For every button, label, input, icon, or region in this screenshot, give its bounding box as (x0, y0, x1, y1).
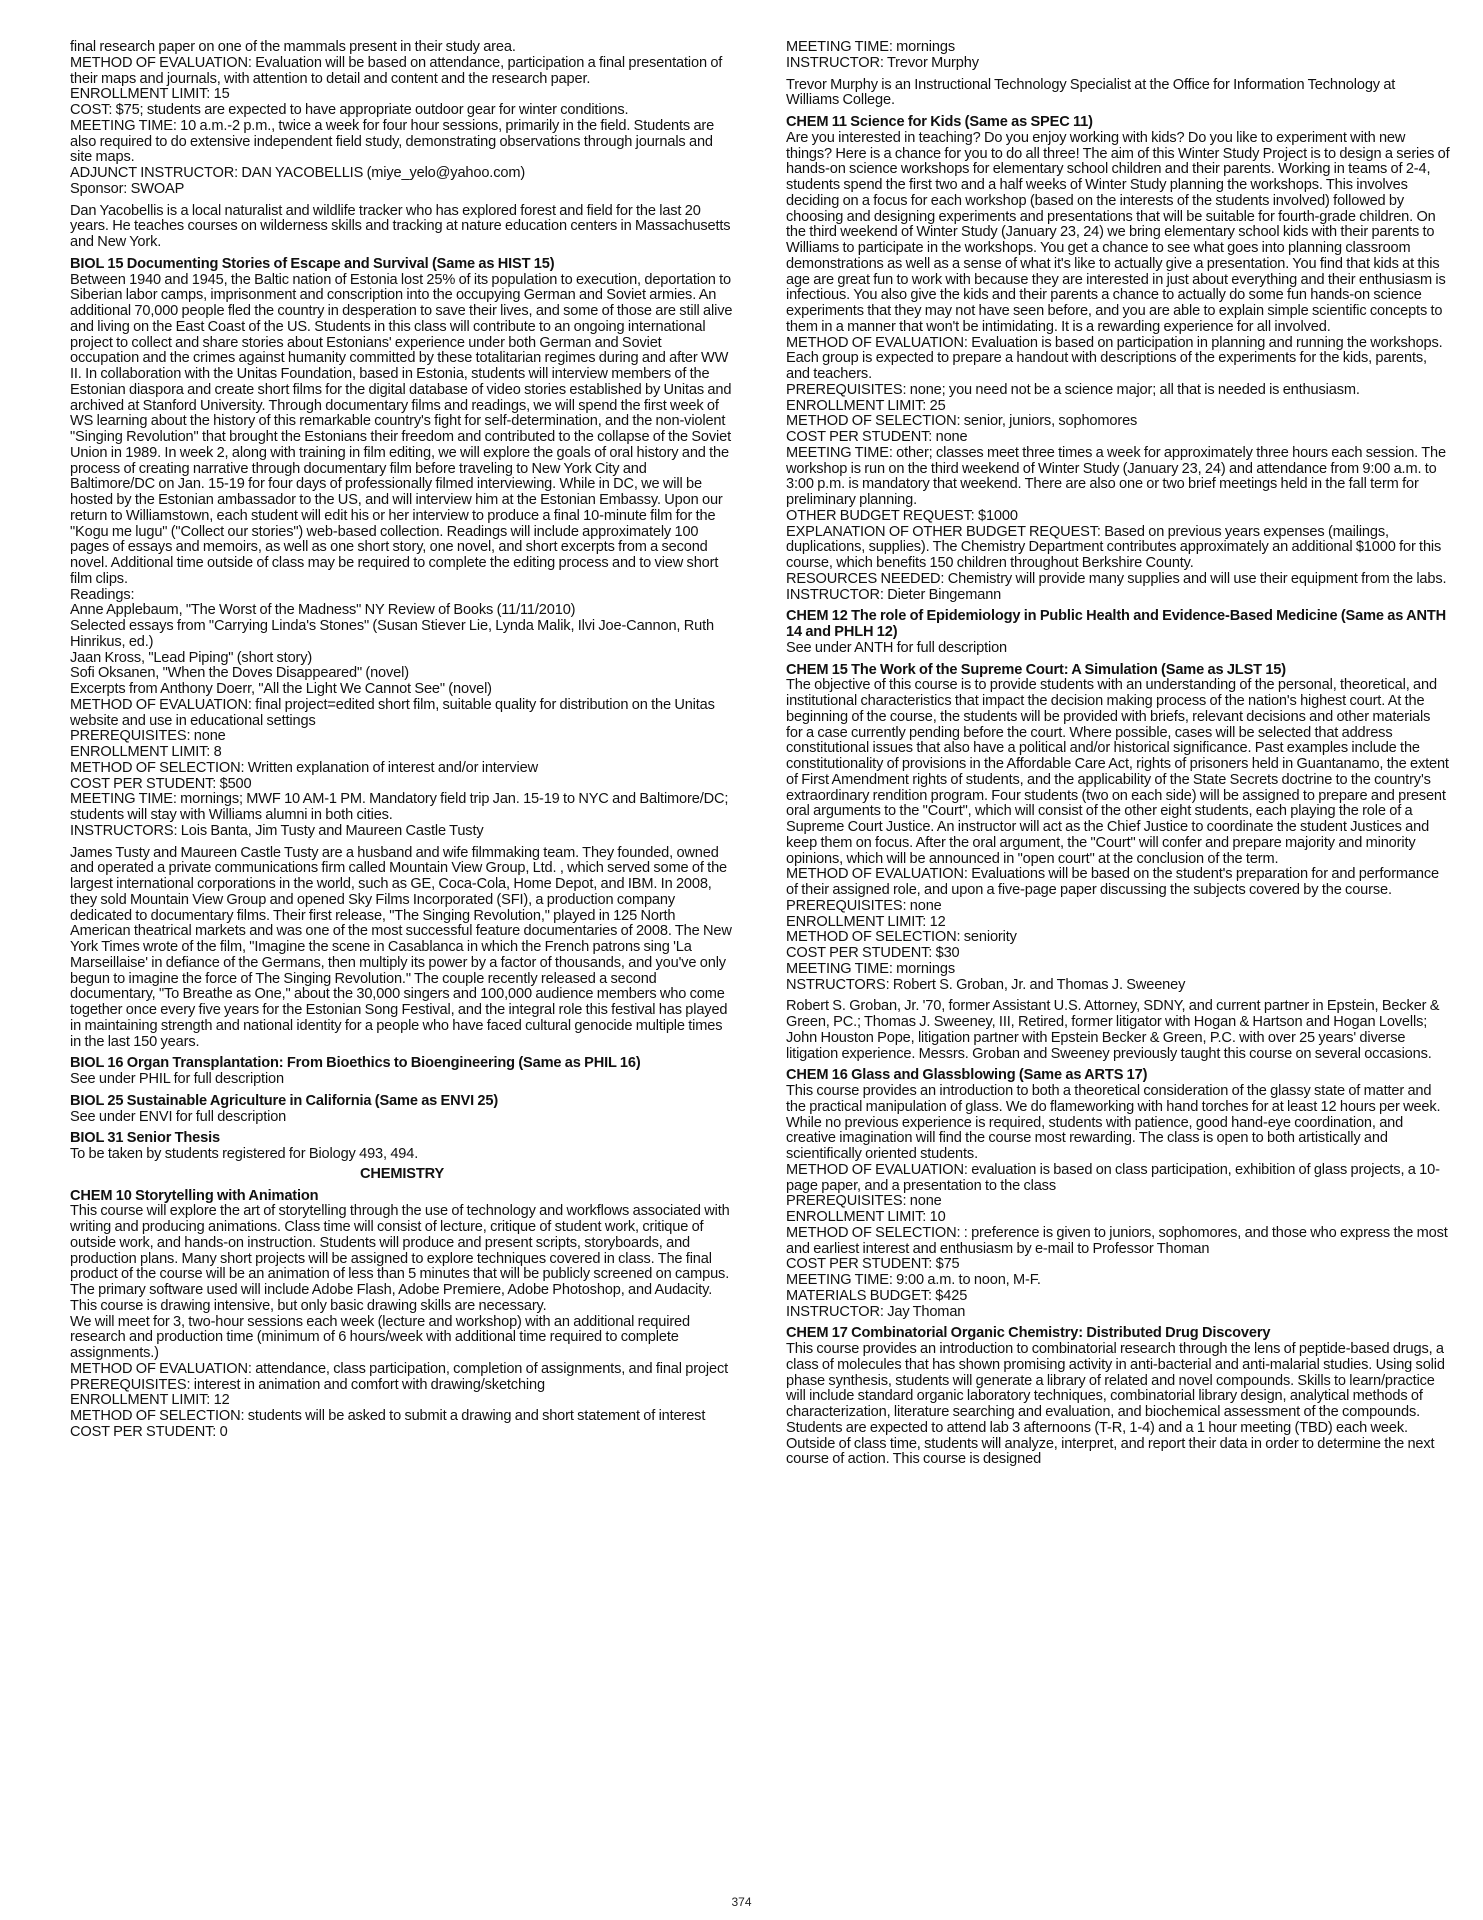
text-line: PREREQUISITES: none (786, 1193, 942, 1210)
text-line: METHOD OF SELECTION: Written explanation of interest and/or interview (70, 759, 538, 776)
text-line: Between 1940 and 1945, the Baltic nation of Estonia lost 25% of its population to execution, deportation to Siberian labor camps, imprisonment and conscription into the occupying German and Soviet armies. An additional 70,000 people fled the country in desperation to save their lives, and some of those are still alive and living on the East Coast of the US. Students in this class will contribute to an ongoing international project to collect and share stories about Estonians' experience under both German and Soviet occupation and the crimes against humanity committed by these totalitarian regimes during and after WW II. In collaboration with the Unitas Foundation, based in Estonia, students will interview members of the Estonian diaspora and create short films for the digital database of video stories established by Unitas and archived at Stanford University. Through documentary films and readings, we will spend the first week of WS learning about the history of this remarkable country's fight for self-determination, and the non-violent "Singing Revolution" that brought the Estonians their freedom and contributed to the collapse of the Soviet Union in 1989. In week 2, along with training in film editing, we will explore the goals of oral history and the process of creating narrative through documentary film before traveling to New York City and Baltimore/DC on Jan. 15-19 for four days of professionally filmed interviewing. While in DC, we will be hosted by the Estonian ambassador to the US, and will interview him at the Estonian Embassy. Upon our return to Williamstown, each student will edit his or her interview to produce a final 10-minute film for the "Kogu me lugu" ("Collect our stories") web-based collection. Readings will include approximately 100 pages of essays and memoirs, as well as one short story, one novel, and short excerpts from a second novel. Additional time outside of class may be required to complete the editing process and to view short film clips. (70, 271, 733, 587)
page-number: 374 (731, 1895, 752, 1909)
bio-paragraph: James Tusty and Maureen Castle Tusty are a husband and wife filmmaking team. They founded, owned and operated a private communications firm called Mountain View Group, Ltd. , which served some of the largest international corporations in the world, such as GE, Coca-Cola, Home Depot, and IBM. In 2008, they sold Mountain View Group and opened Sky Films Incorporated (SFI), a production company dedicated to documentary films. Their first release, "The Singing Revolution," played in 125 North American theatrical markets and was one of the most successful feature documentaries of 2008. The New York Times wrote of the film, "Imagine the scene in Casablanca in which the French patrons sing 'La Marseillaise' in defiance of the Germans, then multiply its power by a factor of thousands, and you've only begun to imagine the force of The Singing Revolution." The couple recently released a second documentary, "To Breathe as One," about the 30,000 singers and 100,000 audience members who come together once every five years for the Estonian Song Festival, and the integral role this festival has played in maintaining strength and national identity for a people who have faced cultural genocide multiple times in the last 150 years. (70, 844, 732, 1050)
text-line: The primary software used will include Adobe Flash, Adobe Premiere, Adobe Photoshop, and Audacity. This course is drawing intensive, but only basic drawing skills are necessary. (70, 1282, 713, 1314)
text-line: METHOD OF EVALUATION: Evaluation will be based on attendance, participation a final presentation of their maps and journals, with attention to detail and content and the research paper. (70, 54, 723, 87)
text-line: This course will explore the art of storytelling through the use of technology and workflows associated with writing and producing animations. Class time will consist of lecture, critique of student work, critique of outside work, and hands-on instruction. Students will produce and present scripts, storyboards, and production plans. Many short projects will be assigned to explore techniques covered in class. The final product of the course will be an animation of less than 5 minutes that will be publicly screened on campus. (70, 1203, 730, 1283)
bio-paragraph: Robert S. Groban, Jr. '70, former Assistant U.S. Attorney, SDNY, and current partner in Epstein, Becker & Green, PC.; Thomas J. Sweeney, III, Retired, former litigator with Hogan & Hartson and Hogan Lovells; John Houston Pope, litigation partner with Epstein Becker & Green, P.C. with over 25 years' diverse litigation experience. Messrs. Groban and Sweeney previously taught this course on several occasions. (786, 998, 1440, 1062)
text-line: RESOURCES NEEDED: Chemistry will provide many supplies and will use their equipment from the labs. (786, 570, 1447, 587)
text-line: MEETING TIME: 9:00 a.m. to noon, M-F. (786, 1272, 1041, 1288)
text-line: ENROLLMENT LIMIT: 12 (70, 1392, 230, 1409)
text-line: COST PER STUDENT: 0 (70, 1423, 228, 1440)
text-line: METHOD OF SELECTION: senior, juniors, sophomores (786, 413, 1138, 430)
course-heading: BIOL 31 Senior Thesis (70, 1130, 220, 1147)
text-line: INSTRUCTORS: Lois Banta, Jim Tusty and Maureen Castle Tusty (70, 822, 484, 839)
text-line: ADJUNCT INSTRUCTOR: DAN YACOBELLIS (miye_yelo@yahoo.com) (70, 165, 526, 181)
course-heading: CHEM 10 Storytelling with Animation (70, 1187, 319, 1204)
text-line: PREREQUISITES: none; you need not be a science major; all that is needed is enthusiasm. (786, 381, 1360, 398)
text-line: See under PHIL for full description (70, 1071, 284, 1087)
text-line: ENROLLMENT LIMIT: 10 (786, 1209, 946, 1225)
text-line: INSTRUCTOR: Trevor Murphy (786, 54, 979, 71)
text-line: See under ANTH for full description (786, 639, 1007, 656)
text-line: EXPLANATION OF OTHER BUDGET REQUEST: Based on previous years expenses (mailings, duplications, supplies). The Chemistry Department contributes approximately an additional $1000 for this course, which benefits 150 children throughout Berkshire County. (786, 523, 1442, 571)
text-line: METHOD OF SELECTION: seniority (786, 929, 1017, 946)
text-line: METHOD OF EVALUATION: Evaluation is based on participation in planning and running the workshops. Each group is expected to prepare a handout with descriptions of the experiments for the kids, parents, and teachers. (786, 334, 1443, 382)
course-heading: BIOL 25 Sustainable Agriculture in California (Same as ENVI 25) (70, 1092, 499, 1109)
text-line: Readings: (70, 586, 135, 603)
text-line: Sofi Oksanen, "When the Doves Disappeared" (novel) (70, 665, 409, 682)
text-line: ENROLLMENT LIMIT: 15 (70, 86, 230, 103)
text-line: To be taken by students registered for Biology 493, 494. (70, 1146, 419, 1162)
course-heading: CHEM 12 The role of Epidemiology in Public Health and Evidence-Based Medicine (Same as ANTH 14 and PHLH 12) (786, 608, 1446, 640)
text-line: MEETING TIME: mornings (786, 960, 955, 977)
course-heading: CHEM 17 Combinatorial Organic Chemistry: Distributed Drug Discovery (786, 1325, 1271, 1342)
text-line: COST PER STUDENT: $30 (786, 945, 960, 961)
text-line: Sponsor: SWOAP (70, 180, 185, 197)
text-line: COST PER STUDENT: $75 (786, 1256, 960, 1273)
text-line: ENROLLMENT LIMIT: 25 (786, 397, 946, 414)
text-line: METHOD OF EVALUATION: evaluation is based on class participation, exhibition of glass projects, a 10-page paper, and a presentation to the class (786, 1161, 1440, 1194)
text-line: MATERIALS BUDGET: $425 (786, 1287, 968, 1304)
text-line: Are you interested in teaching? Do you enjoy working with kids? Do you like to experiment with new things? Here is a chance for you to do all three! The aim of this Winter Study Project is to design a series of hands-on science workshops for elementary school children and their parents. Working in teams of 2-4, students spend the first two and a half weeks of Winter Study planning the workshops. This involves deciding on a focus for each workshop (based on the interests of the students involved) followed by choosing and designing experiments and presentations that will be suitable for fourth-grade children. On the third weekend of Winter Study (January 23, 24) we bring elementary school kids with their parents to Williams to participate in the workshops. You get a chance to see what goes into planning classroom demonstrations as well as a sense of what it's like to actually give a presentation. You find that kids at this age are great fun to work with because they are interested in just about everything and their enthusiasm is infectious. You also give the kids and their parents a chance to actually do some fun hands-on science experiments that they may not have seen before, and you are able to explain simple scientific concepts to them in a manner that won't be intimidating. It is a rewarding experience for all involved. (786, 129, 1450, 335)
course-heading: BIOL 15 Documenting Stories of Escape and Survival (Same as HIST 15) (70, 255, 555, 272)
text-line: METHOD OF EVALUATION: attendance, class participation, completion of assignments, and final project (70, 1360, 729, 1377)
text-line: We will meet for 3, two-hour sessions each week (lecture and workshop) with an additional required research and production time (minimum of 6 hours/week with additional time required to complete assignments.) (70, 1313, 690, 1361)
text-line: See under ENVI for full description (70, 1108, 287, 1125)
bio-paragraph: Trevor Murphy is an Instructional Technology Specialist at the Office for Information Technology at Williams College. (786, 76, 1396, 109)
text-line: PREREQUISITES: none (70, 728, 226, 745)
text-line: INSTRUCTOR: Jay Thoman (786, 1303, 966, 1320)
section-heading: CHEMISTRY (359, 1165, 445, 1182)
text-line: This course provides an introduction to both a theoretical consideration of the glassy state of matter and the practical manipulation of glass. We do flameworking with hand torches for at least 12 hours per week. While no previous experience is required, students with patience, good hand-eye coordination, and creative imagination will find the course most rewarding. The class is open to both artistically and scientifically oriented students. (786, 1083, 1441, 1162)
course-heading: BIOL 16 Organ Transplantation: From Bioethics to Bioengineering (Same as PHIL 16) (70, 1055, 641, 1072)
text-line: MEETING TIME: mornings (786, 39, 955, 55)
text-line: PREREQUISITES: none (786, 897, 942, 914)
text-line: final research paper on one of the mammals present in their study area. (70, 39, 516, 55)
text-line: COST: $75; students are expected to have appropriate outdoor gear for winter conditions. (70, 102, 629, 118)
text-line: MEETING TIME: 10 a.m.-2 p.m., twice a week for four hour sessions, primarily in the field. Students are also required to do extensive independent field study, demonstrating observations through journals and site maps. (70, 117, 715, 166)
text-line: PREREQUISITES: interest in animation and comfort with drawing/sketching (70, 1376, 545, 1393)
text-line: Selected essays from "Carrying Linda's Stones" (Susan Stiever Lie, Lynda Malik, Ilvi Joe-Cannon, Ruth Hinrikus, ed.) (70, 618, 714, 650)
text-line: This course provides an introduction to combinatorial research through the lens of peptide-based drugs, a class of molecules that has shown promising activity in anti-bacterial and anti-malarial studies. Using solid phase synthesis, students will generate a library of related and novel compounds. Skills to learn/practice will include standard organic laboratory techniques, combinatorial library design, analytical methods of characterization, literature searching and evaluation, and biochemical assessment of the compounds. Students are expected to attend lab 3 afternoons (T-R, 1-4) and a 1 hour meeting (TBD) each week. Outside of class time, students will analyze, interpret, and report their data in order to determine the next course of action. This course is designed (786, 1341, 1445, 1468)
text-line: METHOD OF SELECTION: students will be asked to submit a drawing and short statement of interest (70, 1408, 706, 1424)
text-line: Jaan Kross, "Lead Piping" (short story) (70, 649, 313, 666)
left-column (70, 40, 734, 1441)
text-line: INSTRUCTOR: Dieter Bingemann (786, 586, 1002, 603)
text-line: COST PER STUDENT: none (786, 429, 968, 445)
course-heading: CHEM 15 The Work of the Supreme Court: A Simulation (Same as JLST 15) (786, 661, 1286, 678)
text-line: METHOD OF SELECTION: : preference is given to juniors, sophomores, and those who express the most and earliest interest and enthusiasm by e-mail to Professor Thoman (786, 1224, 1448, 1257)
text-line: METHOD OF EVALUATION: Evaluations will be based on the student's preparation for and performance of their assigned role, and upon a five-page paper discussing the subjects covered by the course. (786, 866, 1439, 898)
text-line: Excerpts from Anthony Doerr, "All the Light We Cannot See" (novel) (70, 681, 492, 697)
text-line: MEETING TIME: other; classes meet three times a week for approximately three hours each session. The workshop is run on the third weekend of Winter Study (January 23, 24) and attendance from 9:00 a.m. to 3:00 p.m. is mandatory that weekend. There are also one or two brief meetings held in the fall term for preliminary planning. (786, 444, 1446, 508)
text-line: MEETING TIME: mornings; MWF 10 AM-1 PM. Mandatory field trip Jan. 15-19 to NYC and Baltimore/DC; students will stay with Williams alumni in both cities. (70, 791, 729, 823)
text-line: Anne Applebaum, "The Worst of the Madness" NY Review of Books (11/11/2010) (70, 602, 576, 619)
text-line: OTHER BUDGET REQUEST: $1000 (786, 507, 1018, 524)
text-line: The objective of this course is to provide students with an understanding of the personal, theoretical, and institutional characteristics that impact the decision making process of the nation's highest court. At the beginning of the course, the students will be provided with briefs, relevant decisions and other materials for a case currently pending before the court. Where possible, cases will be selected that address constitutional issues that also have a political and/or historical significance. Past examples include the constitutionality of provisions in the Affordable Care Act, rights of prisoners held in Guantanamo, the extent of First Amendment rights of students, and the applicability of the State Secrets doctrine to the country's extraordinary rendition program. Four students (two on each side) will be assigned to prepare and present oral arguments to the "Court", which will consist of the other eight students, each playing the role of a Supreme Court Justice. An instructor will act as the Chief Justice to coordinate the student Justices and keep them on focus. After the oral argument, the "Court" will confer and prepare majority and minority opinions, which will be announced in "open court" at the conclusion of the term. (786, 677, 1449, 867)
bio-paragraph: Dan Yacobellis is a local naturalist and wildlife tracker who has explored forest and field for the last 20 years. He teaches courses on wilderness skills and tracking at nature education centers in Massachusetts and New York. (70, 202, 731, 250)
course-heading: CHEM 16 Glass and Glassblowing (Same as ARTS 17) (786, 1067, 1148, 1084)
course-heading: CHEM 11 Science for Kids (Same as SPEC 11) (786, 114, 1093, 130)
text-line: ENROLLMENT LIMIT: 8 (70, 744, 222, 760)
text-line: NSTRUCTORS: Robert S. Groban, Jr. and Thomas J. Sweeney (786, 976, 1186, 993)
text-line: COST PER STUDENT: $500 (70, 775, 252, 792)
text-line: METHOD OF EVALUATION: final project=edited short film, suitable quality for distribution on the Unitas website and use in educational settings (70, 696, 715, 729)
right-column (786, 40, 1450, 1468)
text-line: ENROLLMENT LIMIT: 12 (786, 913, 946, 930)
